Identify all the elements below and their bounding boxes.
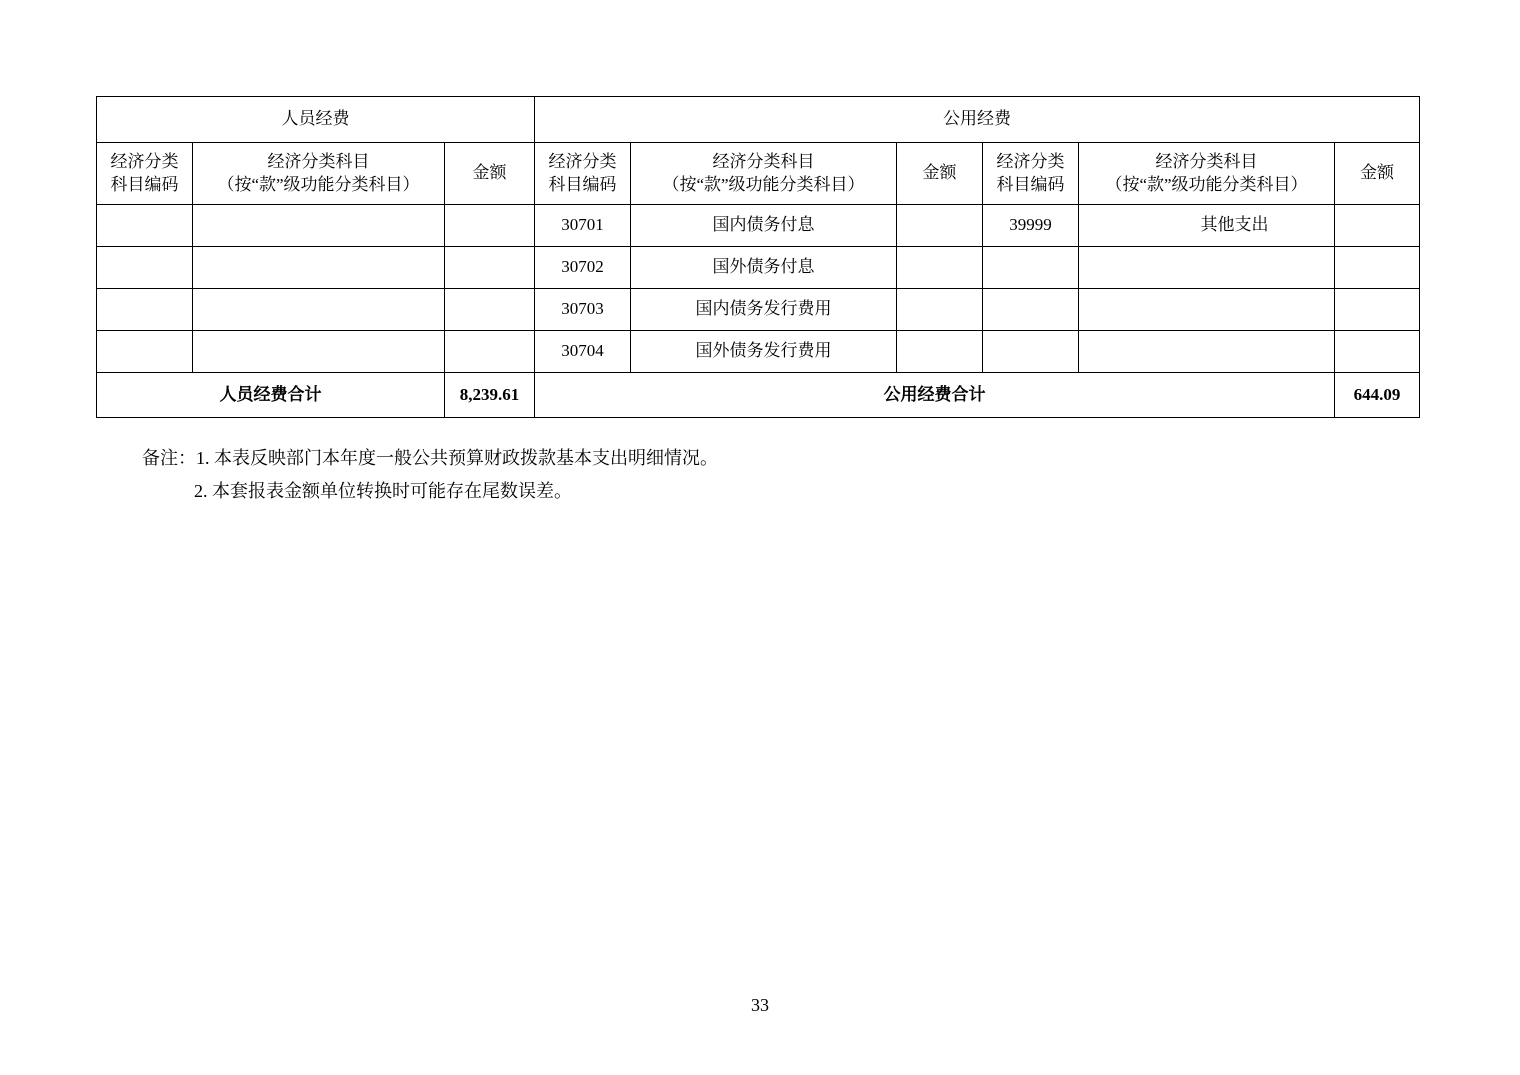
budget-table-container — [96, 96, 1419, 418]
header-public2-amount: 金额 — [1335, 143, 1420, 205]
cell-public2-amount — [1335, 247, 1420, 289]
header-public1-name: 经济分类科目 （按“款”级功能分类科目） — [631, 143, 897, 205]
table-row — [97, 289, 1420, 331]
group-header-public: 公用经费 — [535, 97, 1420, 143]
cell-public2-code — [983, 247, 1079, 289]
cell-public2-amount — [1335, 289, 1420, 331]
cell-public2-code: 39999 — [983, 205, 1079, 247]
header-public1-code: 经济分类 科目编码 — [535, 143, 631, 205]
cell-public1-code: 30702 — [535, 247, 631, 289]
cell-personnel-code — [97, 205, 193, 247]
table-row — [97, 205, 1420, 247]
cell-personnel-amount — [445, 331, 535, 373]
cell-public1-code: 30701 — [535, 205, 631, 247]
cell-personnel-name — [193, 331, 445, 373]
cell-public1-name: 国内债务付息 — [631, 205, 897, 247]
cell-public1-code: 30703 — [535, 289, 631, 331]
table-column-header-row — [97, 143, 1420, 205]
total-personnel-amount: 8,239.61 — [445, 373, 535, 418]
cell-public1-amount — [897, 331, 983, 373]
header-personnel-code: 经济分类 科目编码 — [97, 143, 193, 205]
header-public2-name: 经济分类科目 （按“款”级功能分类科目） — [1079, 143, 1335, 205]
cell-public1-amount — [897, 289, 983, 331]
cell-public2-amount — [1335, 205, 1420, 247]
cell-personnel-name — [193, 247, 445, 289]
cell-personnel-name — [193, 205, 445, 247]
table-total-row — [97, 373, 1420, 418]
cell-public1-amount — [897, 205, 983, 247]
table-group-header-row — [97, 97, 1420, 143]
total-personnel-label: 人员经费合计 — [97, 373, 445, 418]
cell-public1-name: 国外债务付息 — [631, 247, 897, 289]
total-public-amount: 644.09 — [1335, 373, 1420, 418]
table-row — [97, 331, 1420, 373]
budget-table — [96, 96, 1420, 418]
note-line-2: 2. 本套报表金额单位转换时可能存在尾数误差。 — [194, 481, 572, 502]
cell-personnel-amount — [445, 289, 535, 331]
header-public1-amount: 金额 — [897, 143, 983, 205]
cell-public2-amount — [1335, 331, 1420, 373]
cell-personnel-code — [97, 289, 193, 331]
cell-personnel-code — [97, 247, 193, 289]
page-number: 33 — [751, 995, 769, 1015]
cell-public1-amount — [897, 247, 983, 289]
header-personnel-name: 经济分类科目 （按“款”级功能分类科目） — [193, 143, 445, 205]
cell-public2-code — [983, 331, 1079, 373]
total-public-label: 公用经费合计 — [535, 373, 1335, 418]
cell-public2-name: 其他支出 — [1079, 205, 1335, 247]
cell-personnel-amount — [445, 247, 535, 289]
cell-personnel-amount — [445, 205, 535, 247]
table-notes — [142, 442, 718, 509]
cell-public2-name — [1079, 289, 1335, 331]
group-header-personnel: 人员经费 — [97, 97, 535, 143]
cell-public2-name — [1079, 247, 1335, 289]
cell-public1-name: 国外债务发行费用 — [631, 331, 897, 373]
header-public2-code: 经济分类 科目编码 — [983, 143, 1079, 205]
cell-public1-name: 国内债务发行费用 — [631, 289, 897, 331]
note-line-1: 备注：1. 本表反映部门本年度一般公共预算财政拨款基本支出明细情况。 — [142, 448, 718, 468]
cell-public1-code: 30704 — [535, 331, 631, 373]
header-personnel-amount: 金额 — [445, 143, 535, 205]
cell-public2-code — [983, 289, 1079, 331]
cell-personnel-name — [193, 289, 445, 331]
cell-personnel-code — [97, 331, 193, 373]
table-row — [97, 247, 1420, 289]
cell-public2-name — [1079, 331, 1335, 373]
